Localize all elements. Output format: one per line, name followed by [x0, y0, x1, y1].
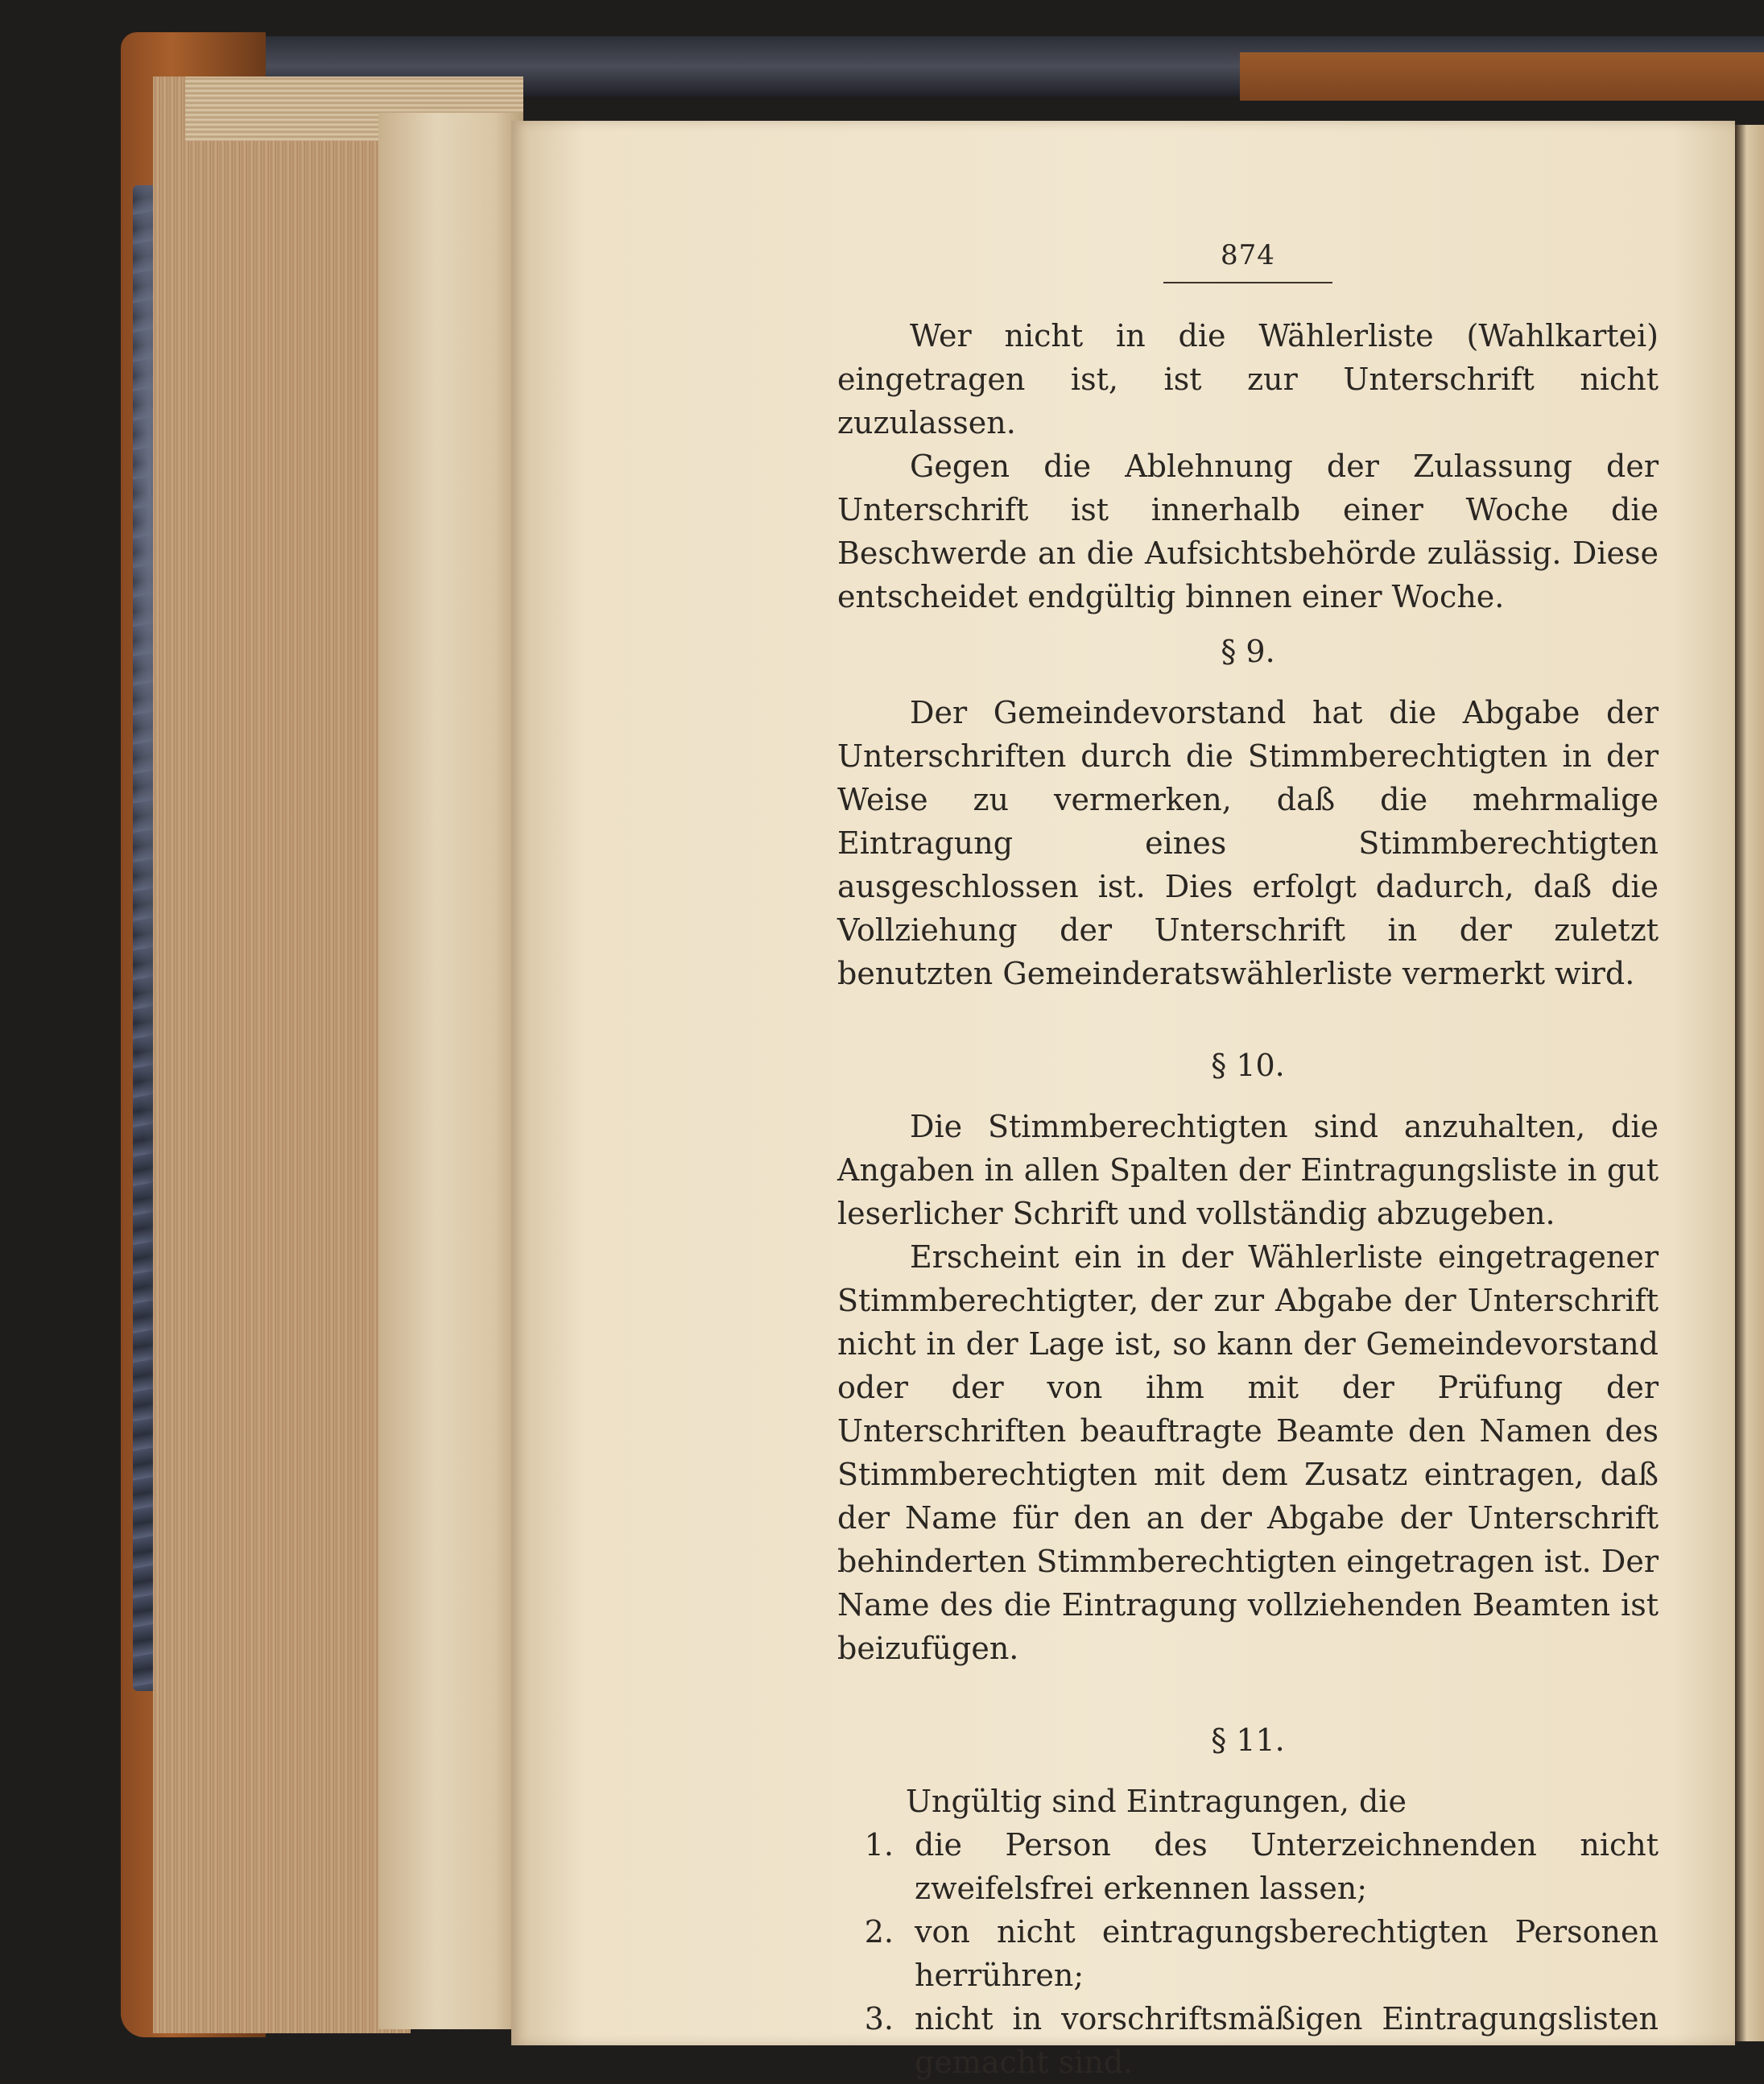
section-heading-9: § 9. [1221, 634, 1275, 669]
paragraph: Der Gemeindevorstand hat die Abgabe der Unterschriften durch die Stimmberechtigten in der Weise zu vermerken, daß die mehrmalige Eintragung eines Stimmberechtigten ausgeschlossen ist. Dies erfolgt dadurch, daß die Vollziehung der Unterschrift in der zuletzt benutzten Gemeinderatswählerliste vermerkt wird. [837, 695, 1659, 991]
paragraph: Wer nicht in die Wählerliste (Wahlkartei) eingetragen ist, ist zur Unterschrift nicht zuzulassen. [837, 318, 1659, 440]
facing-page-edge [1735, 125, 1764, 2041]
list-item-number: 1. [864, 1827, 894, 1863]
paragraph: Erscheint ein in der Wählerliste eingetragener Stimmberechtigter, der zur Abgabe der Unterschrift nicht in der Lage ist, so kann der Gemeindevorstand oder der von ihm mit der Prüfung der Unterschriften beauftragte Beamte den Namen des Stimmberechtigten mit dem Zusatz eintragen, daß der Name für den an der Abgabe der Unterschrift behinderten Stimmberechtigten eingetragen ist. Der Name des die Eintragung vollziehenden Beamten ist beizufügen. [837, 1239, 1659, 1666]
list-item [837, 1997, 1659, 2084]
section-heading-11: § 11. [1211, 1722, 1285, 1758]
gutter-page-strip [378, 113, 523, 2029]
list-item-text: nicht in vorschriftsmäßigen Eintragungslisten gemacht sind. [915, 2001, 1659, 2080]
section-heading-10: § 10. [1211, 1048, 1285, 1083]
book-cover-top-leather [1240, 52, 1764, 101]
page-text [837, 234, 1659, 2084]
list-item-text: die Person des Unterzeichnenden nicht zweifelsfrei erkennen lassen; [915, 1827, 1659, 1906]
paragraph: Gegen die Ablehnung der Zulassung der Unterschrift ist innerhalb einer Woche die Beschwerde an die Aufsichtsbehörde zulässig. Diese entscheidet endgültig binnen einer Woche. [837, 449, 1659, 614]
list-item-number: 2. [864, 1914, 894, 1950]
list-intro: Ungültig sind Eintragungen, die [906, 1784, 1407, 1819]
page-block-edges [153, 76, 411, 2033]
list-item [837, 1910, 1659, 1997]
list-item-text: von nicht eintragungsberechtigten Personen herrühren; [915, 1914, 1659, 1993]
invalid-entries-list [837, 1823, 1659, 2084]
page-number: 874 [1221, 239, 1275, 271]
list-item [837, 1823, 1659, 1910]
list-item-number: 3. [864, 2001, 894, 2036]
paragraph: Die Stimmberechtigten sind anzuhalten, die Angaben in allen Spalten der Eintragungsliste in gut leserlicher Schrift und vollständig abzugeben. [837, 1109, 1659, 1231]
page-number-rule [1163, 282, 1332, 283]
